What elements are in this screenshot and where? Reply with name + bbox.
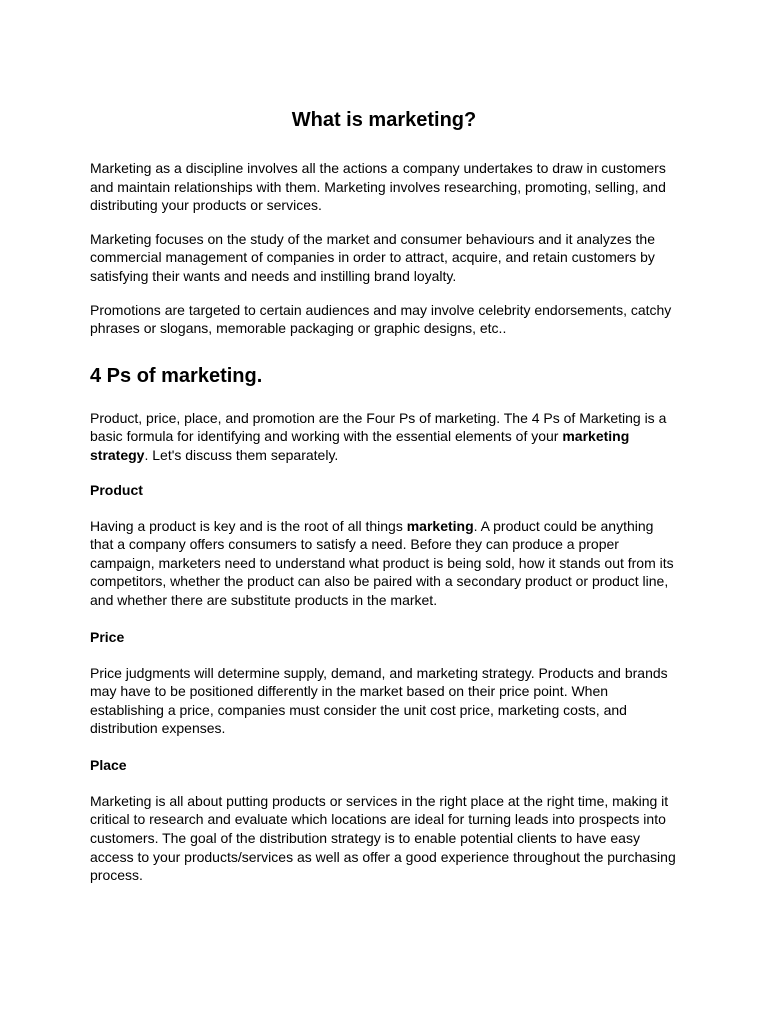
page-title: What is marketing?: [291, 109, 477, 131]
place-paragraph: Marketing is all about putting products or services in the right place at the right time, making it critical to research and evaluate which locations are ideal for turning leads into prospects into customers. The goal of the distribution strategy is to enable potential clients to have easy access to your products/services as well as offer a good experience throughout the purchasing process.: [90, 792, 676, 884]
intro-paragraph-2: Marketing focuses on the study of the market and consumer behaviours and it analyzes the commercial management of companies in order to attract, acquire, and retain customers by satisfying their wants and needs and instilling brand loyalty.: [90, 230, 655, 284]
product-text-end: . A product could be anything that a company offers consumers to satisfy a need. Before they can produce a proper campaign, marketers need to understand what product is being sold, how it stands out from its competitors, whether the product can also be paired with a secondary product or product line, and whether there are substitute products in the market.: [90, 517, 674, 608]
section-intro-paragraph: [90, 409, 678, 465]
product-heading: Product: [90, 481, 143, 498]
intro-paragraph-1: Marketing as a discipline involves all the actions a company undertakes to draw in customers and maintain relationships with them. Marketing involves researching, promoting, selling, and distributing your products or services.: [90, 160, 666, 214]
section-intro-text-end: . Let's discuss them separately.: [144, 446, 339, 463]
price-paragraph: Price judgments will determine supply, demand, and marketing strategy. Products and brands may have to be positioned differently in the market based on their price point. When establishing a price, companies must consider the unit cost price, marketing costs, and distribution expenses.: [90, 664, 668, 737]
product-text: Having a product is key and is the root of all things: [90, 517, 407, 534]
section-heading-4ps: 4 Ps of marketing.: [90, 364, 263, 387]
section-intro-text: Product, price, place, and promotion are the Four Ps of marketing. The 4 Ps of Marketing is a basic formula for identifying and working with the essential elements of your: [90, 409, 667, 445]
price-heading: Price: [90, 628, 125, 645]
section-intro-bold: marketing strategy: [90, 428, 630, 463]
product-bold: marketing: [406, 517, 474, 534]
product-paragraph: [90, 517, 678, 610]
place-heading: Place: [90, 756, 127, 773]
intro-paragraph-3: Promotions are targeted to certain audiences and may involve celebrity endorsements, catchy phrases or slogans, memorable packaging or graphic designs, etc..: [90, 301, 672, 337]
